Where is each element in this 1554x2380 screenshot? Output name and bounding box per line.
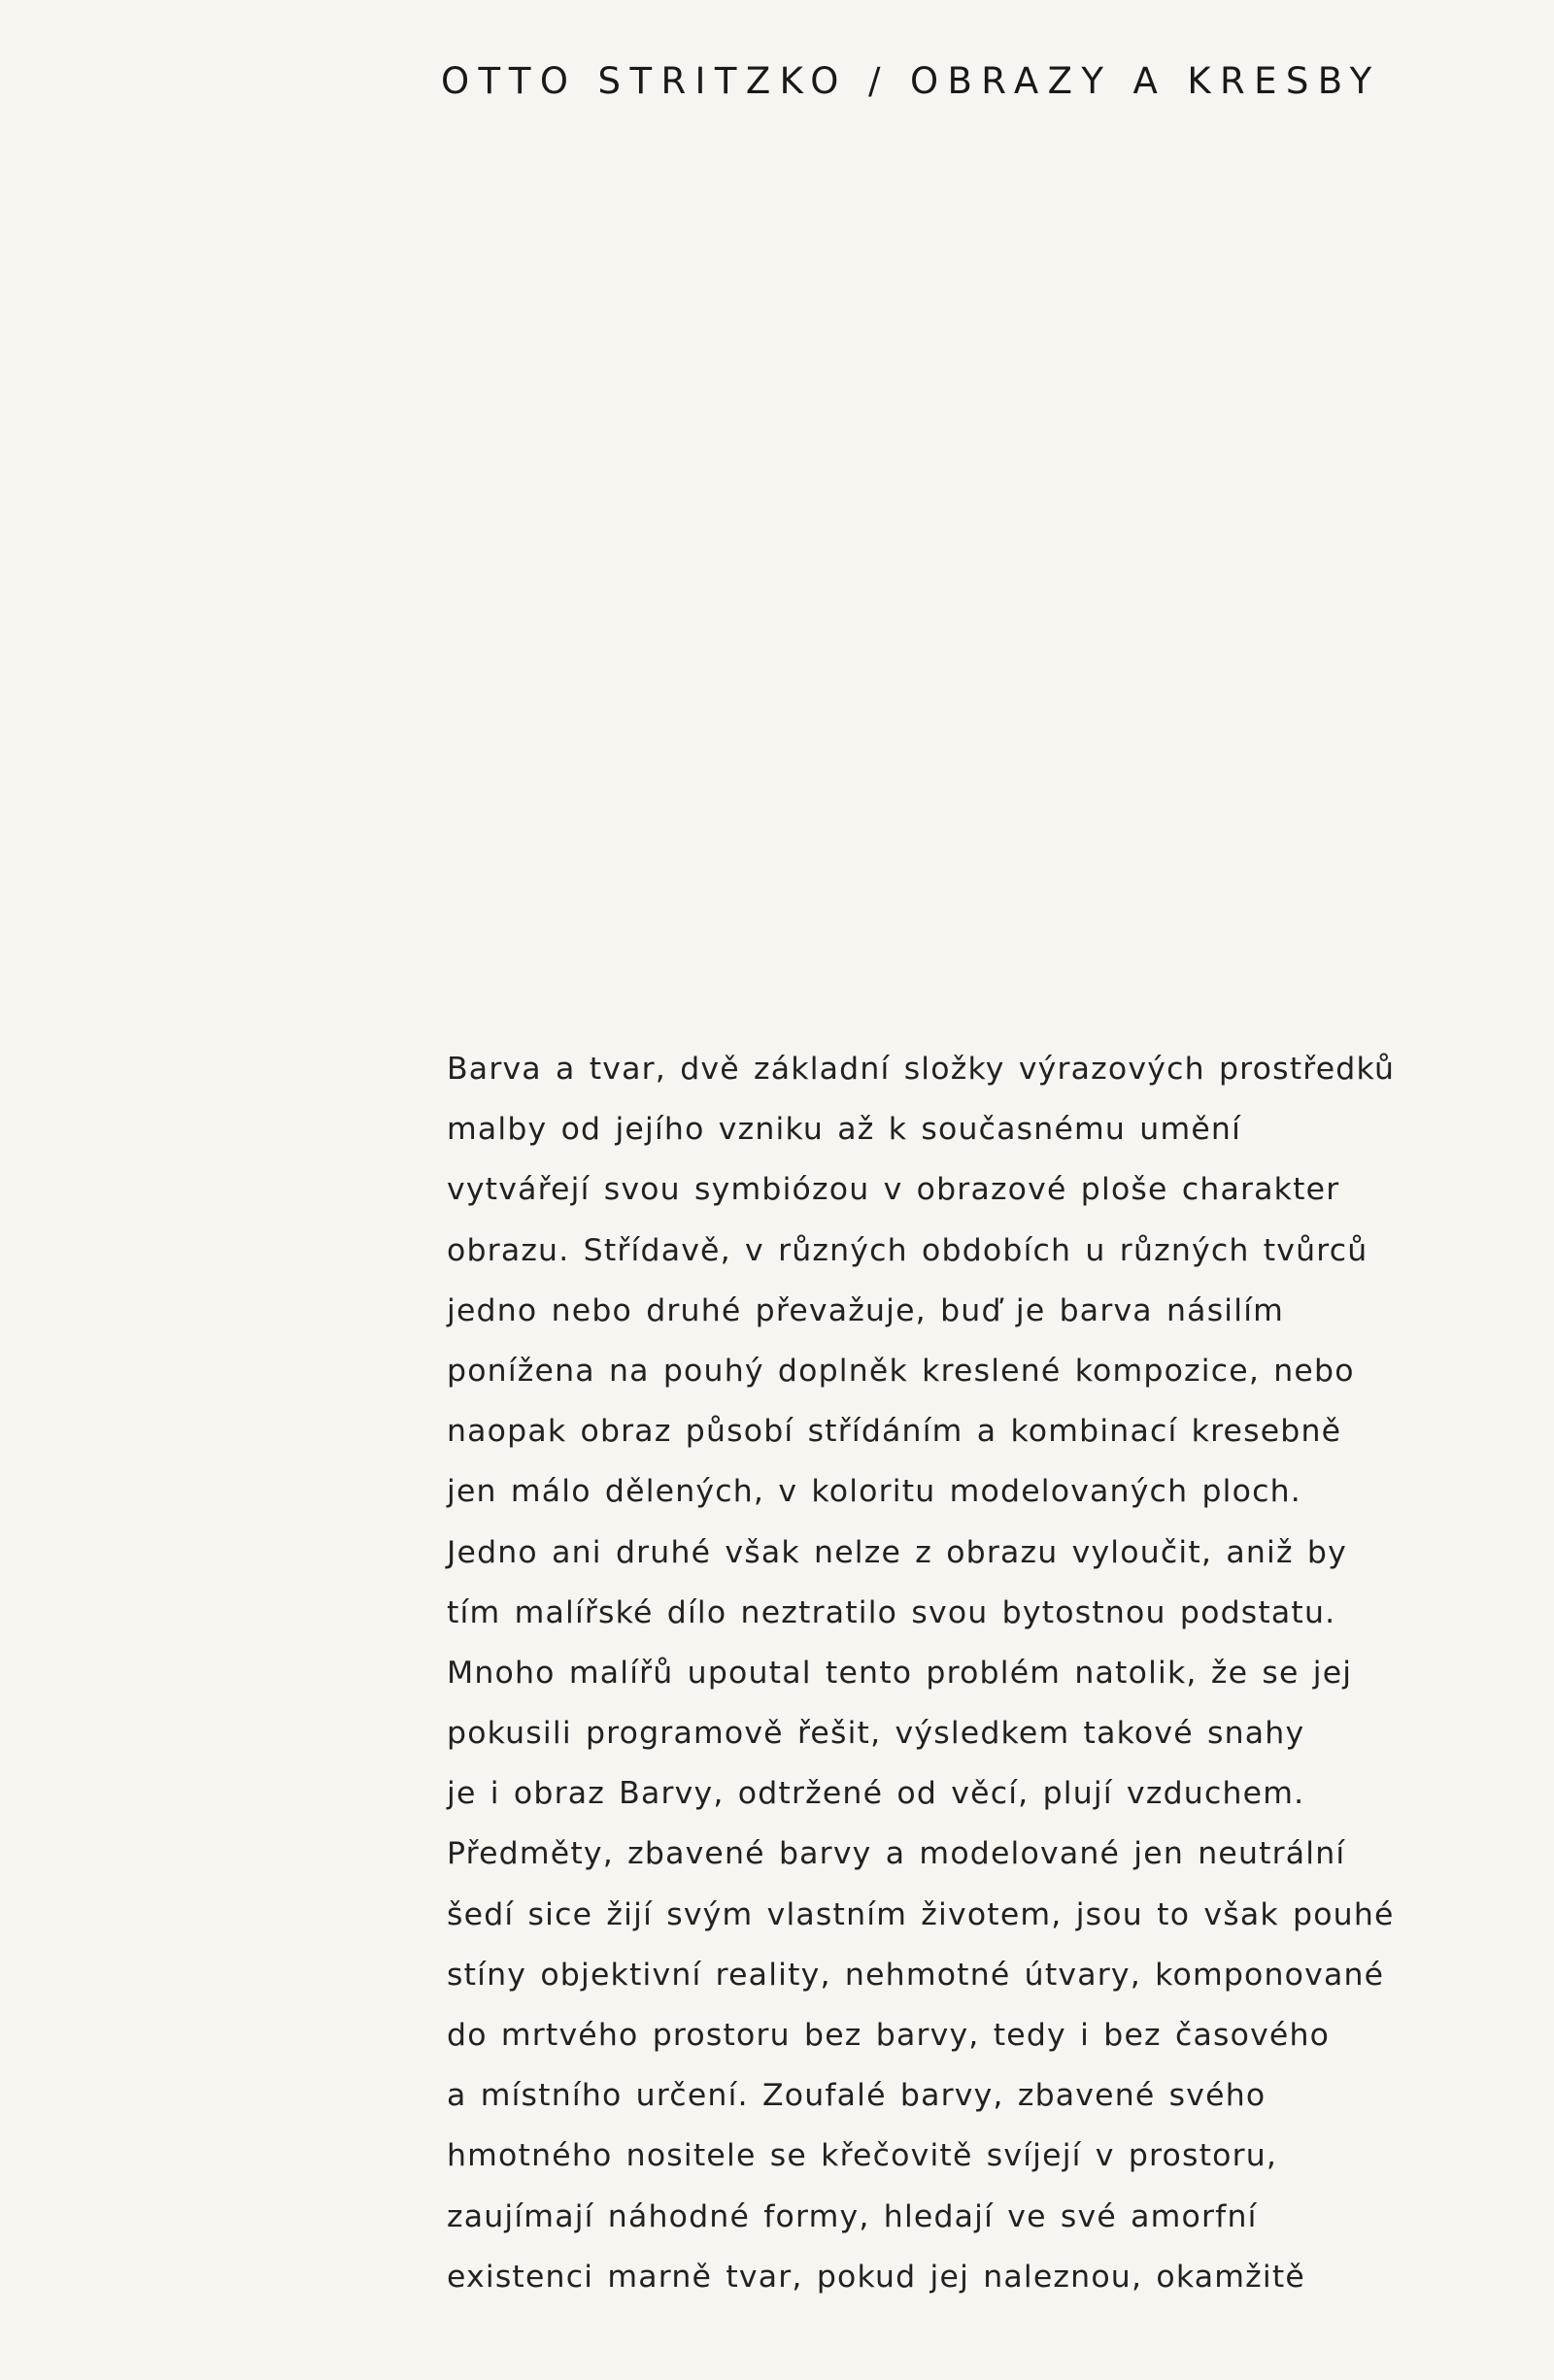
text-line: hmotného nositele se křečovitě svíjejí v prostoru, bbox=[447, 2138, 1278, 2174]
text-line: vytvářejí svou symbiózou v obrazové ploše charakter bbox=[447, 1172, 1340, 1208]
text-line: Mnoho malířů upoutal tento problém natolik, že se jej bbox=[447, 1655, 1353, 1691]
text-line: obrazu. Střídavě, v různých obdobích u různých tvůrců bbox=[447, 1232, 1368, 1268]
text-line: jen málo dělených, v koloritu modelovaných ploch. bbox=[447, 1474, 1301, 1510]
text-line: existenci marně tvar, pokud jej naleznou, okamžitě bbox=[447, 2259, 1305, 2295]
text-line: Jedno ani druhé však nelze z obrazu vyloučit, aniž by bbox=[447, 1534, 1347, 1570]
text-line: Předměty, zbavené barvy a modelované jen neutrální bbox=[447, 1836, 1346, 1872]
text-line: šedí sice žijí svým vlastním životem, jsou to však pouhé bbox=[447, 1896, 1395, 1932]
body-paragraph bbox=[447, 1039, 1418, 2307]
text-line: a místního určení. Zoufalé barvy, zbavené svého bbox=[447, 2078, 1267, 2114]
text-line: jedno nebo druhé převažuje, buď je barva násilím bbox=[447, 1292, 1285, 1328]
text-line: malby od jejího vzniku až k současnému umění bbox=[447, 1112, 1242, 1148]
text-line: Barva a tvar, dvě základní složky výrazových prostředků bbox=[447, 1052, 1396, 1087]
text-line: stíny objektivní reality, nehmotné útvary, komponované bbox=[447, 1957, 1385, 1993]
text-line: tím malířské dílo neztratilo svou bytostnou podstatu. bbox=[447, 1594, 1336, 1630]
text-line: zaujímají náhodné formy, hledají ve své amorfní bbox=[447, 2198, 1258, 2234]
text-line: ponížena na pouhý doplněk kreslené kompozice, nebo bbox=[447, 1353, 1355, 1389]
text-line: je i obraz Barvy, odtržené od věcí, plují vzduchem. bbox=[447, 1776, 1305, 1812]
text-line: naopak obraz působí střídáním a kombinací kresebně bbox=[447, 1414, 1342, 1450]
text-line: pokusili programově řešit, výsledkem takové snahy bbox=[447, 1716, 1305, 1752]
text-line: do mrtvého prostoru bez barvy, tedy i bez časového bbox=[447, 2018, 1331, 2053]
page-title: OTTO STRITZKO / OBRAZY A KRESBY bbox=[441, 60, 1381, 102]
